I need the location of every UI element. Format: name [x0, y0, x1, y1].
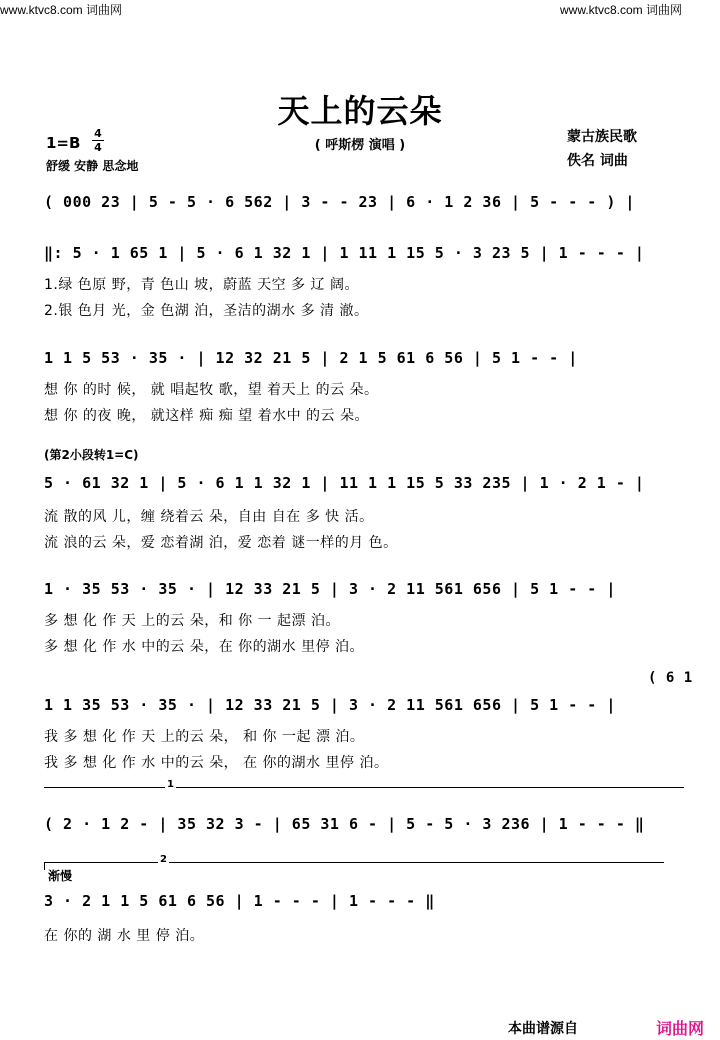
singer-credit: ( 呼斯楞 演唱 ): [314, 138, 406, 153]
score-intro: ( 000 23 | 5 - 5 · 6 562 | 3 - - 23 | 6 · 1 2 36 | 5 - - - ) |: [44, 193, 635, 211]
lyric-line-7: 在 你的 湖 水 里 停 泊。: [44, 928, 205, 944]
score-line-5: 1 1 35 53 · 35 · | 12 33 21 5 | 3 · 2 11 561 656 | 5 1 - - |: [44, 696, 616, 714]
lyric-line-2a: 想 你 的时 候， 就 唱起牧 歌，望 着天上 的云 朵。: [44, 382, 379, 398]
key-change-annotation: (第2小段转1=C): [44, 448, 139, 462]
lyric-line-4b: 多 想 化 作 水 中的云 朵，在 你的湖水 里停 泊。: [44, 639, 365, 655]
slow-down-label: 渐慢: [48, 869, 73, 883]
lyric-line-3a: 流 散的风 儿，缠 绕着云 朵，自由 自在 多 快 活。: [44, 509, 374, 525]
brand-logo-text[interactable]: 词曲网: [656, 1019, 705, 1038]
score-line-7: 3 · 2 1 1 5 61 6 56 | 1 - - - | 1 - - - ‖: [44, 892, 435, 910]
lyric-line-1a: 1.绿 色原 野，青 色山 坡，蔚蓝 天空 多 辽 阔。: [44, 277, 359, 293]
ending-2-bracket: [44, 862, 664, 863]
score-line-5-pickup: ( 6 1: [648, 670, 693, 686]
lyric-line-5a: 我 多 想 化 作 天 上的云 朵， 和 你 一起 漂 泊。: [44, 729, 365, 745]
lyric-line-1b: 2.银 色月 光，金 色湖 泊，圣洁的湖水 多 清 澈。: [44, 303, 369, 319]
lyric-line-5b: 我 多 想 化 作 水 中的云 朵， 在 你的湖水 里停 泊。: [44, 755, 389, 771]
song-title: 天上的云朵: [277, 92, 443, 130]
key-signature: 1=B: [46, 134, 81, 152]
lyric-line-2b: 想 你 的夜 晚， 就这样 痴 痴 望 着水中 的云 朵。: [44, 408, 370, 424]
site-watermark-right[interactable]: www.ktvc8.com 词曲网: [560, 3, 683, 17]
score-line-6: ( 2 · 1 2 - | 35 32 3 - | 65 31 6 - | 5 - 5 · 3 236 | 1 - - - ‖: [44, 815, 645, 833]
score-line-4: 1 · 35 53 · 35 · | 12 33 21 5 | 3 · 2 11 561 656 | 5 1 - - |: [44, 580, 616, 598]
score-line-3: 5 · 61 32 1 | 5 · 6 1 1 32 1 | 11 1 1 15 5 33 235 | 1 · 2 1 - |: [44, 474, 645, 492]
score-line-1: ‖: 5 · 1 65 1 | 5 · 6 1 32 1 | 1 11 1 15 5 · 3 23 5 | 1 - - - |: [44, 244, 645, 262]
lyric-line-4a: 多 想 化 作 天 上的云 朵，和 你 一 起漂 泊。: [44, 613, 341, 629]
ending-1-bracket: [44, 787, 684, 788]
time-bottom: 4: [94, 141, 102, 154]
ending-1-label: 1: [167, 779, 174, 790]
tempo-marking: 舒缓 安静 思念地: [46, 159, 139, 173]
ending-2-label: 2: [160, 854, 167, 865]
source-text: 本曲谱源自: [508, 1021, 578, 1037]
site-watermark-left[interactable]: www.ktvc8.com 词曲网: [0, 3, 123, 17]
lyric-line-3b: 流 浪的云 朵，爱 恋着湖 泊，爱 恋着 谜一样的月 色。: [44, 535, 398, 551]
score-line-2: 1 1 5 53 · 35 · | 12 32 21 5 | 2 1 5 61 6 56 | 5 1 - - |: [44, 349, 578, 367]
origin-label: 蒙古族民歌: [567, 129, 637, 145]
time-signature: [92, 128, 104, 153]
time-top: 4: [94, 127, 102, 140]
credits-label: 佚名 词曲: [567, 153, 628, 169]
ending-2-tick: [44, 862, 45, 870]
